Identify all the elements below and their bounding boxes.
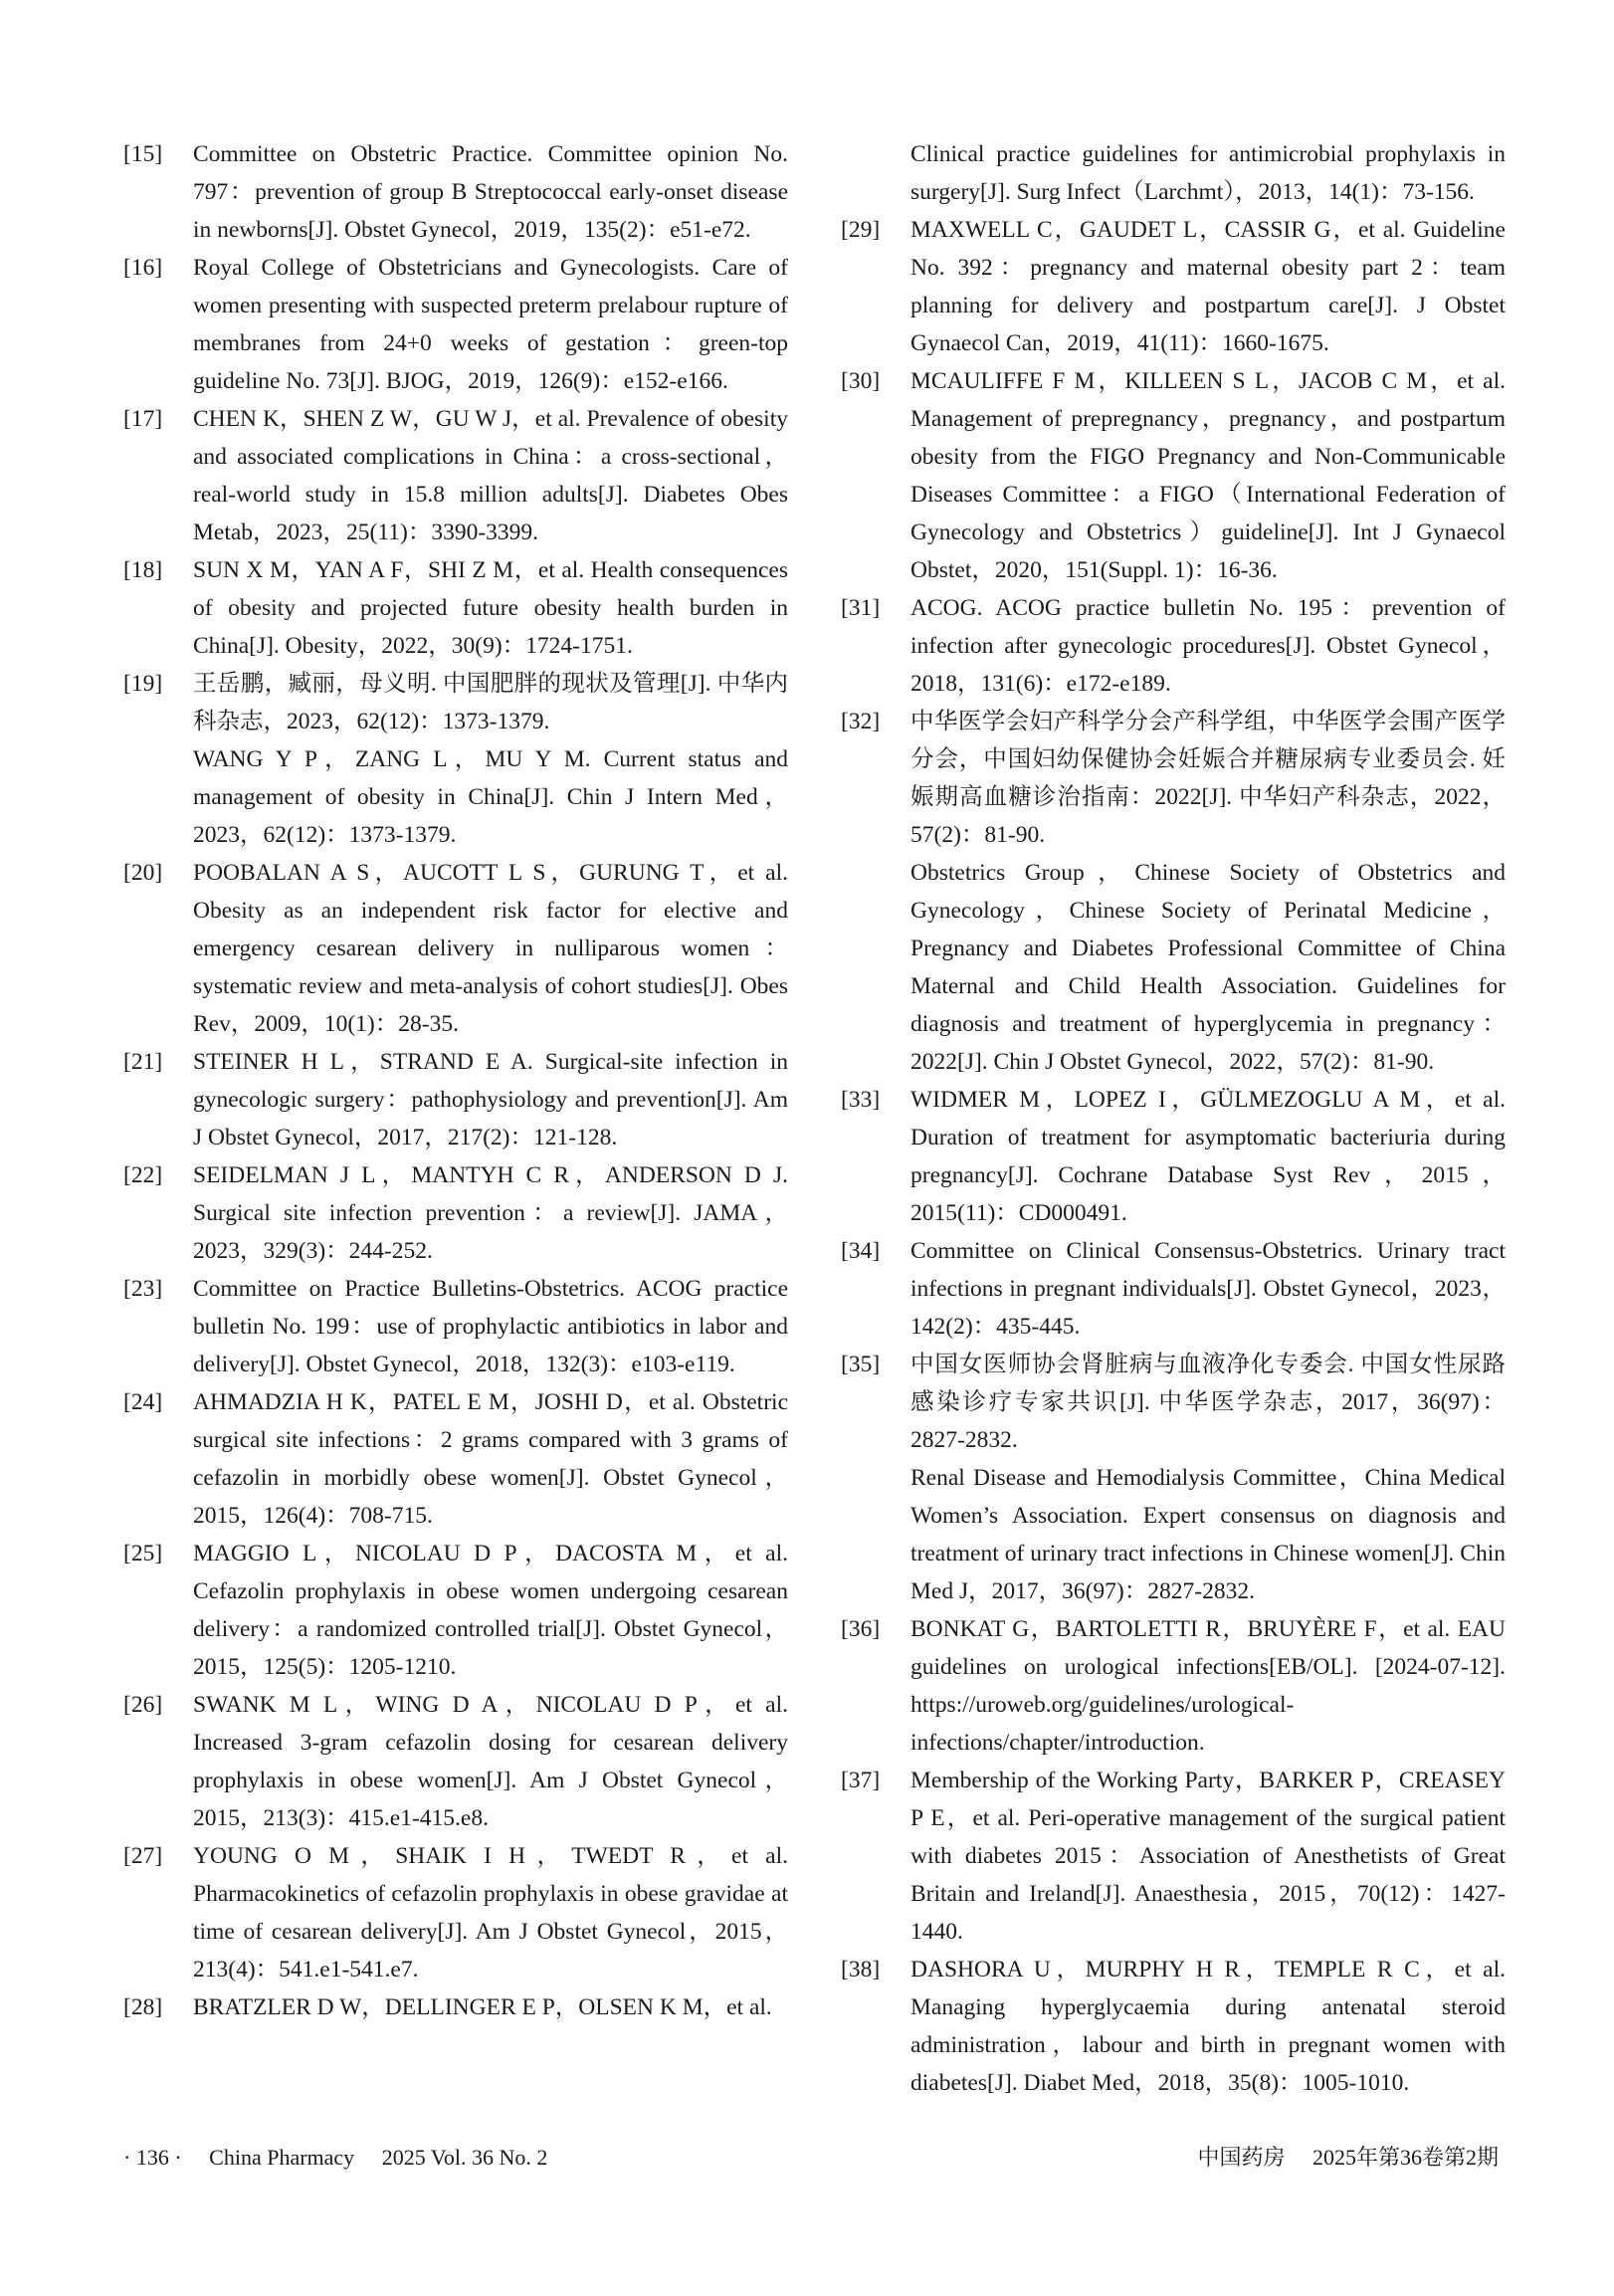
reference-paragraph: BONKAT G，BARTOLETTI R，BRUYÈRE F，et al. EAU guidelines on urological infections[EB/OL]. [2024-07-12]. https://uroweb.org/guidelines/urological-infections/chapter/introduction. <box>910 1616 1506 1756</box>
reference-item <box>841 362 1506 589</box>
reference-number: [37] <box>841 1768 881 1793</box>
reference-paragraph: YOUNG O M，SHAIK I H，TWEDT R，et al. Pharmacokinetics of cefazolin prophylaxis in obese gravidae at time of cesarean delivery[J]. Am J Obstet Gynecol，2015，213(4)：541.e1-541.e7. <box>193 1843 788 1983</box>
reference-text <box>910 1232 1506 1346</box>
reference-text <box>910 1762 1506 1951</box>
reference-item <box>123 1043 788 1156</box>
reference-paragraph: Obstetrics Group，Chinese Society of Obstetrics and Gynecology，Chinese Society of Perinatal Medicine，Pregnancy and Diabetes Professional Committee of China Maternal and Child Health Association. Guidelines for diagnosis and treatment of hyperglycemia in pregnancy：2022[J]. Chin J Obstet Gynecol，2022，57(2)：81-90. <box>910 860 1506 1075</box>
reference-number: [31] <box>841 595 881 621</box>
reference-item <box>841 1951 1506 2102</box>
reference-number: [18] <box>123 557 163 583</box>
reference-item <box>123 135 788 249</box>
reference-paragraph: SUN X M，YAN A F，SHI Z M，et al. Health consequences of obesity and projected future obesity health burden in China[J]. Obesity，2022，30(9)：1724-1751. <box>193 557 788 659</box>
reference-text <box>910 1081 1506 1232</box>
reference-paragraph: CHEN K，SHEN Z W，GU W J，et al. Prevalence of obesity and associated complications in China：a cross-sectional，real-world study in 15.8 million adults[J]. Diabetes Obes Metab，2023，25(11)：3390-3399. <box>193 406 788 545</box>
page-number: · 136 · <box>123 2145 182 2170</box>
reference-item <box>841 1081 1506 1232</box>
reference-text <box>193 1156 788 1270</box>
reference-number: [19] <box>123 671 163 697</box>
reference-item <box>123 1988 788 2026</box>
reference-number: [21] <box>123 1049 163 1075</box>
reference-item <box>123 1686 788 1837</box>
reference-paragraph: 中华医学会妇产科学分会产科学组，中华医学会围产医学分会，中国妇幼保健协会妊娠合并糖尿病专业委员会. 妊娠期高血糖诊治指南：2022[J]. 中华妇产科杂志，2022，57(2)：81-90. <box>910 709 1506 848</box>
reference-paragraph: DASHORA U，MURPHY H R，TEMPLE R C，et al. Managing hyperglycaemia during antenatal steroid administration，labour and birth in pregnant women with diabetes[J]. Diabet Med，2018，35(8)：1005-1010. <box>910 1957 1506 2096</box>
reference-paragraph: POOBALAN A S，AUCOTT L S，GURUNG T，et al. Obesity as an independent risk factor for elective and emergency cesarean delivery in nulliparous women：systematic review and meta-analysis of cohort studies[J]. Obes Rev，2009，10(1)：28-35. <box>193 860 788 1037</box>
reference-number: [20] <box>123 860 163 886</box>
reference-number: [32] <box>841 709 881 734</box>
reference-number: [27] <box>123 1843 163 1869</box>
reference-paragraph: BRATZLER D W，DELLINGER E P，OLSEN K M，et al. <box>193 1994 772 2020</box>
reference-text <box>910 1346 1506 1610</box>
reference-number: [36] <box>841 1616 881 1642</box>
reference-paragraph: MAXWELL C，GAUDET L，CASSIR G，et al. Guideline No. 392：pregnancy and maternal obesity part 2：team planning for delivery and postpartum care[J]. J Obstet Gynaecol Can，2019，41(11)：1660-1675. <box>910 217 1506 356</box>
references-right-column <box>841 135 1506 2102</box>
reference-number: [15] <box>123 141 163 167</box>
reference-paragraph: Royal College of Obstetricians and Gynecologists. Care of women presenting with suspected preterm prelabour rupture of membranes from 24+0 weeks of gestation：green-top guideline No. 73[J]. BJOG，2019，126(9)：e152-e166. <box>193 255 788 394</box>
reference-text <box>193 1535 788 1686</box>
reference-number: [28] <box>123 1994 163 2020</box>
reference-item <box>123 1837 788 1988</box>
reference-item <box>123 249 788 400</box>
reference-item <box>123 665 788 854</box>
reference-paragraph: Committee on Clinical Consensus-Obstetrics. Urinary tract infections in pregnant individuals[J]. Obstet Gynecol，2023，142(2)：435-445. <box>910 1238 1506 1340</box>
reference-paragraph: WIDMER M，LOPEZ I，GÜLMEZOGLU A M，et al. Duration of treatment for asymptomatic bacteriuria during pregnancy[J]. Cochrane Database Syst Rev，2015，2015(11)：CD000491. <box>910 1087 1506 1226</box>
reference-number: [38] <box>841 1957 881 1983</box>
reference-paragraph: Committee on Practice Bulletins-Obstetrics. ACOG practice bulletin No. 199：use of prophylactic antibiotics in labor and delivery[J]. Obstet Gynecol，2018，132(3)：e103-e119. <box>193 1276 788 1377</box>
reference-item <box>123 854 788 1043</box>
journal-name-en: China Pharmacy <box>209 2145 355 2170</box>
reference-text <box>193 249 788 400</box>
reference-number: [16] <box>123 255 163 281</box>
reference-text <box>910 362 1506 589</box>
references-left-column <box>123 135 788 2026</box>
reference-number: [33] <box>841 1087 881 1113</box>
reference-text <box>910 703 1506 1081</box>
page-footer-left <box>123 2143 547 2173</box>
reference-continuation: Clinical practice guidelines for antimicrobial prophylaxis in surgery[J]. Surg Infect（Larchmt），2013，14(1)：73-156. <box>910 141 1506 205</box>
reference-item <box>123 1383 788 1535</box>
journal-issue-cn: 2025年第36卷第2期 <box>1311 2145 1499 2170</box>
reference-item <box>123 1156 788 1270</box>
reference-text <box>193 665 788 854</box>
reference-paragraph: MCAULIFFE F M，KILLEEN S L，JACOB C M，et al. Management of prepregnancy，pregnancy，and postpartum obesity from the FIGO Pregnancy and Non-Communicable Diseases Committee：a FIGO（International Federation of Gynecology and Obstetrics）guideline[J]. Int J Gynaecol Obstet，2020，151(Suppl. 1)：16-36. <box>910 368 1506 583</box>
reference-item <box>123 1270 788 1383</box>
reference-paragraph: MAGGIO L，NICOLAU D P，DACOSTA M，et al. Cefazolin prophylaxis in obese women undergoing cesarean delivery：a randomized controlled trial[J]. Obstet Gynecol，2015，125(5)：1205-1210. <box>193 1541 788 1680</box>
reference-text <box>910 211 1506 362</box>
reference-paragraph: AHMADZIA H K，PATEL E M，JOSHI D，et al. Obstetric surgical site infections：2 grams compared with 3 grams of cefazolin in morbidly obese women[J]. Obstet Gynecol，2015，126(4)：708-715. <box>193 1389 788 1529</box>
reference-text <box>193 1270 788 1383</box>
reference-paragraph: 王岳鹏，臧丽，母义明. 中国肥胖的现状及管理[J]. 中华内科杂志，2023，62(12)：1373-1379. <box>193 671 788 734</box>
reference-text <box>193 551 788 665</box>
journal-name-cn: 中国药房 <box>1197 2145 1286 2170</box>
reference-text <box>910 589 1506 703</box>
reference-number: [29] <box>841 217 881 243</box>
reference-text <box>193 1383 788 1535</box>
reference-paragraph: WANG Y P，ZANG L，MU Y M. Current status and management of obesity in China[J]. Chin J Intern Med，2023，62(12)：1373-1379. <box>193 746 788 848</box>
reference-number: [35] <box>841 1352 881 1377</box>
reference-number: [17] <box>123 406 163 432</box>
journal-issue-en: 2025 Vol. 36 No. 2 <box>381 2145 548 2170</box>
reference-paragraph: ACOG. ACOG practice bulletin No. 195：prevention of infection after gynecologic procedures[J]. Obstet Gynecol，2018，131(6)：e172-e189. <box>910 595 1506 697</box>
reference-item <box>841 211 1506 362</box>
reference-number: [22] <box>123 1162 163 1188</box>
reference-item <box>123 400 788 551</box>
reference-text <box>193 854 788 1043</box>
reference-text <box>193 1988 788 2026</box>
reference-text <box>193 400 788 551</box>
reference-text <box>193 1837 788 1988</box>
reference-paragraph: STEINER H L，STRAND E A. Surgical-site infection in gynecologic surgery：pathophysiology and prevention[J]. Am J Obstet Gynecol，2017，217(2)：121-128. <box>193 1049 788 1150</box>
reference-item <box>123 551 788 665</box>
reference-item <box>123 1535 788 1686</box>
reference-item <box>841 1346 1506 1610</box>
reference-item <box>841 1610 1506 1762</box>
reference-text <box>910 1610 1506 1762</box>
reference-text <box>910 1951 1506 2102</box>
reference-number: [23] <box>123 1276 163 1302</box>
reference-text <box>193 1043 788 1156</box>
page-footer-right <box>1197 2143 1499 2173</box>
reference-text <box>193 1686 788 1837</box>
reference-number: [26] <box>123 1692 163 1718</box>
reference-number: [24] <box>123 1389 163 1415</box>
reference-paragraph: SEIDELMAN J L，MANTYH C R，ANDERSON D J. Surgical site infection prevention：a review[J]. JAMA，2023，329(3)：244-252. <box>193 1162 788 1264</box>
reference-paragraph: Membership of the Working Party，BARKER P，CREASEY P E，et al. Peri-operative management of the surgical patient with diabetes 2015：Association of Anesthetists of Great Britain and Ireland[J]. Anaesthesia，2015，70(12)：1427-1440. <box>910 1768 1506 1945</box>
reference-item <box>841 589 1506 703</box>
reference-item <box>841 1762 1506 1951</box>
reference-item <box>841 703 1506 1081</box>
reference-paragraph: Renal Disease and Hemodialysis Committee，China Medical Women’s Association. Expert consensus on diagnosis and treatment of urinary tract infections in Chinese women[J]. Chin Med J，2017，36(97)：2827-2832. <box>910 1465 1506 1604</box>
reference-number: [30] <box>841 368 881 394</box>
reference-paragraph: SWANK M L，WING D A，NICOLAU D P，et al. Increased 3-gram cefazolin dosing for cesarean delivery prophylaxis in obese women[J]. Am J Obstet Gynecol，2015，213(3)：415.e1-415.e8. <box>193 1692 788 1831</box>
reference-item <box>841 1232 1506 1346</box>
reference-paragraph: Committee on Obstetric Practice. Committee opinion No. 797：prevention of group B Streptococcal early-onset disease in newborns[J]. Obstet Gynecol，2019，135(2)：e51-e72. <box>193 141 788 243</box>
reference-paragraph: 中国女医师协会肾脏病与血液净化专委会. 中国女性尿路感染诊疗专家共识[J]. 中华医学杂志，2017，36(97)：2827-2832. <box>910 1352 1506 1453</box>
reference-number: [25] <box>123 1541 163 1566</box>
reference-text <box>193 135 788 249</box>
reference-number: [34] <box>841 1238 881 1264</box>
